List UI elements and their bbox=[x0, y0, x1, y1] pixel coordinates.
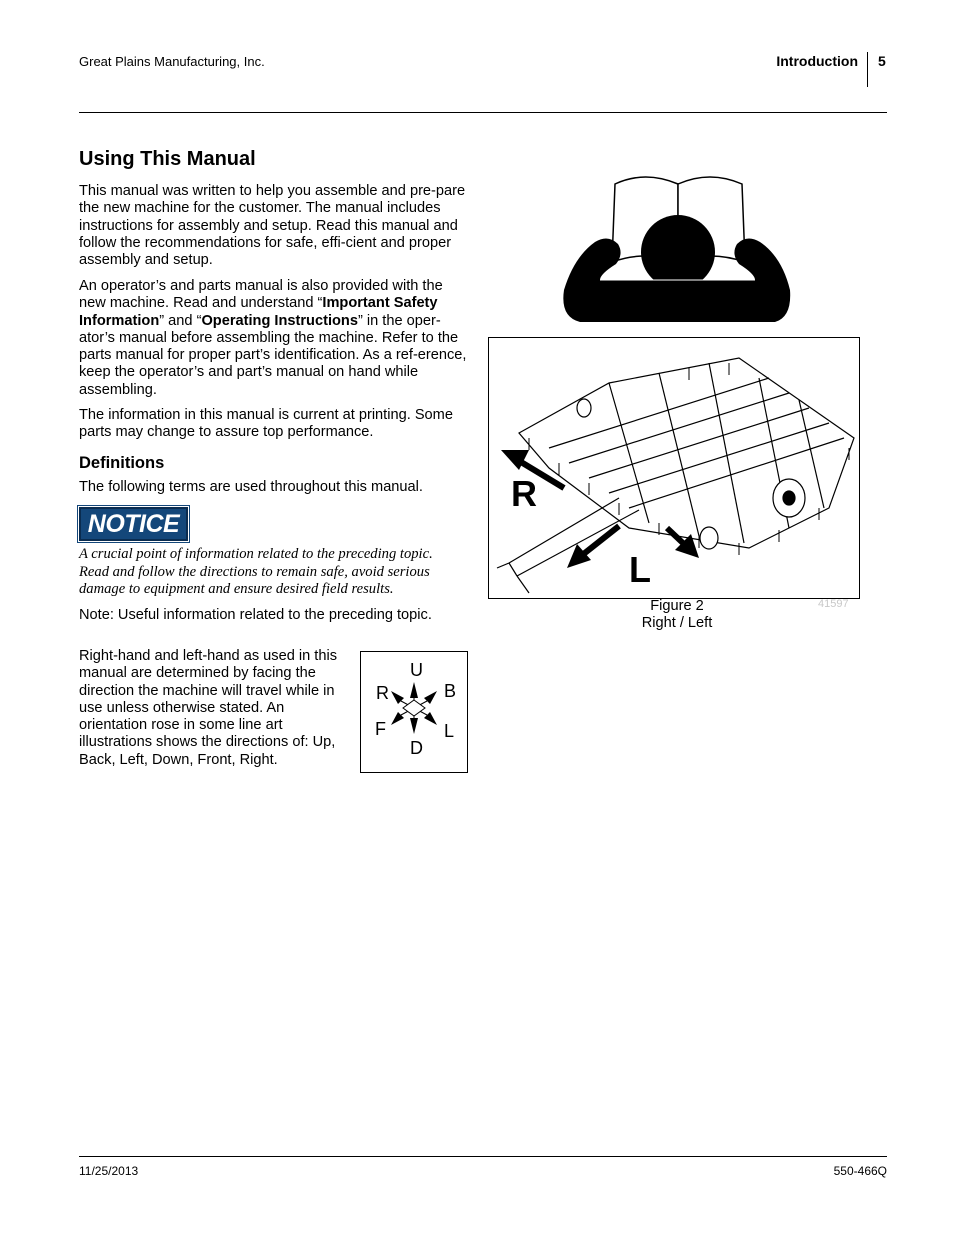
definitions-heading: Definitions bbox=[79, 454, 165, 472]
read-manual-pictogram bbox=[560, 162, 795, 327]
rose-back: B bbox=[444, 681, 457, 701]
para-2-a: An operator’s and parts manual is also provided with the new machine. Read and understand “ bbox=[79, 278, 443, 312]
header-divider bbox=[867, 52, 868, 87]
operating-instructions-ref: Operating Instructions bbox=[201, 312, 358, 329]
header-company: Great Plains Manufacturing, Inc. bbox=[79, 54, 265, 69]
para-2-c: ” and “ bbox=[159, 312, 202, 329]
figure-image-id: 41597 bbox=[818, 598, 849, 610]
para-2-d: ” in the oper-ator’s manual before assembling the machine. Refer to the parts manual for proper part’s identification. As a ref-erence, keep the operator’s and part’s manual on hand while assembling. bbox=[79, 312, 467, 398]
safety-info-ref: Important Safety Information bbox=[79, 295, 438, 329]
notice-badge: NOTICE bbox=[79, 507, 188, 541]
rose-up: U bbox=[410, 660, 423, 680]
page-title: Using This Manual bbox=[79, 148, 256, 170]
rose-down: D bbox=[410, 738, 423, 758]
rose-left: L bbox=[444, 721, 455, 741]
rose-front: F bbox=[375, 719, 386, 739]
label-left: L bbox=[629, 549, 651, 590]
orientation-rose-icon bbox=[361, 652, 467, 772]
figure-caption bbox=[592, 598, 762, 633]
orientation-rose bbox=[360, 651, 468, 773]
figure-number: Figure 2 bbox=[650, 598, 704, 614]
page-number: 5 bbox=[878, 53, 886, 69]
note-text: Note: Useful information related to the preceding topic. bbox=[79, 607, 432, 623]
para-2 bbox=[79, 278, 469, 399]
intro-paragraph bbox=[79, 183, 469, 269]
header-section: Introduction bbox=[776, 53, 858, 69]
para-3: The information in this manual is current at printing. Some parts may change to assure top performance. bbox=[79, 407, 453, 441]
label-right: R bbox=[511, 473, 537, 514]
figure-title: Right / Left bbox=[641, 615, 713, 632]
cultivator-illustration bbox=[489, 338, 859, 598]
para-1: This manual was written to help you assemble and pre-pare the new machine for the customer. The manual includes instructions for assembly and setup. Read this manual and follow the recommendations for safe, effi-cient and proper assembly and setup. bbox=[79, 183, 466, 269]
header-rule bbox=[79, 112, 887, 113]
notice-text: A crucial point of information related to the preceding topic. Read and follow the directions to remain safe, avoid serious damage to equipment and ensure desired field results. bbox=[79, 546, 433, 597]
manual-paragraph bbox=[79, 278, 469, 399]
definitions-intro: The following terms are used throughout this manual. bbox=[79, 479, 423, 495]
figure-right-left bbox=[488, 337, 860, 599]
footer-doc-number: 550-466Q bbox=[833, 1164, 887, 1178]
info-paragraph bbox=[79, 407, 469, 442]
footer-date: 11/25/2013 bbox=[79, 1164, 139, 1178]
orientation-paragraph: Right-hand and left-hand as used in this manual are determined by facing the direction the machine will travel while in use unless otherwise stated. An orientation rose in some line art illustrations shows the directions of: Up, Back, Left, Down, Front, Right. bbox=[79, 648, 337, 768]
rose-right: R bbox=[376, 683, 389, 703]
footer-rule bbox=[79, 1156, 887, 1157]
